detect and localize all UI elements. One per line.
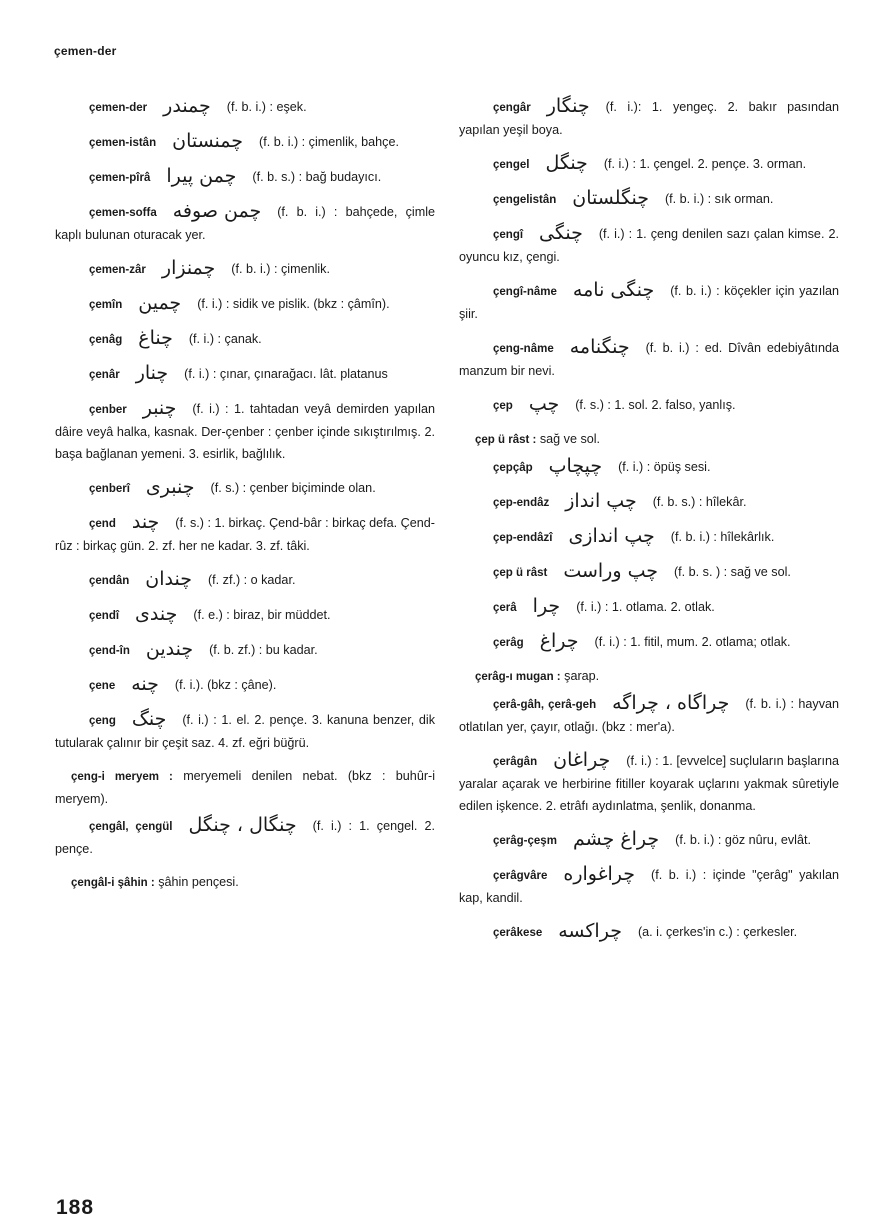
entry-lemma: çenâg bbox=[89, 334, 123, 346]
entry-arabic-script: چپ انداز bbox=[565, 490, 637, 512]
entry-lemma: çemîn bbox=[89, 299, 123, 311]
entry-arabic-script: چراغان bbox=[553, 749, 611, 771]
dictionary-entry bbox=[459, 595, 839, 619]
entry-definition: (f. i.): 1. yengeç. 2. bakır pasından yapılan yeşil boya. bbox=[459, 100, 839, 137]
entry-lemma: çepçâp bbox=[493, 462, 533, 474]
entry-definition: (f. i.) : 1. çengel. 2. pençe. bbox=[55, 819, 435, 856]
left-column bbox=[55, 95, 435, 898]
entry-definition: (f. zf.) : o kadar. bbox=[207, 573, 296, 587]
entry-definition: şâhin pençesi. bbox=[158, 875, 239, 889]
entry-arabic-script: چنگ bbox=[131, 708, 167, 730]
dictionary-entry bbox=[459, 222, 839, 268]
entry-lemma: çemen-zâr bbox=[89, 264, 146, 276]
entry-definition: (f. i.) : 1. çeng denilen sazı çalan kimse. 2. oyuncu kız, çengi. bbox=[459, 227, 839, 264]
entry-arabic-script: چراغ bbox=[539, 630, 579, 652]
entry-arabic-script: چمن صوفه bbox=[172, 200, 262, 222]
dictionary-entry bbox=[55, 871, 435, 894]
dictionary-entry bbox=[459, 95, 839, 141]
entry-arabic-script: چناغ bbox=[138, 327, 173, 349]
entry-definition: (f. i.) : çanak. bbox=[188, 332, 262, 346]
entry-definition: (f. b. s. ) : sağ ve sol. bbox=[673, 565, 791, 579]
entry-arabic-script: چندین bbox=[145, 638, 194, 660]
dictionary-entry bbox=[55, 568, 435, 592]
entry-arabic-script: چنه bbox=[131, 673, 159, 695]
entry-lemma: çerâg-çeşm bbox=[493, 835, 557, 847]
entry-definition: şarap. bbox=[564, 669, 600, 683]
entry-definition: (a. i. çerkes'in c.) : çerkesler. bbox=[637, 925, 798, 939]
dictionary-entry bbox=[55, 397, 435, 465]
dictionary-entry bbox=[459, 279, 839, 325]
dictionary-entry bbox=[55, 814, 435, 860]
entry-arabic-script: چنار bbox=[135, 362, 169, 384]
entry-arabic-script: چنبر bbox=[142, 397, 177, 419]
entry-lemma: çemen-der bbox=[89, 102, 148, 114]
dictionary-entry bbox=[55, 327, 435, 351]
dictionary-entry bbox=[459, 560, 839, 584]
dictionary-entry bbox=[459, 455, 839, 479]
entry-lemma: çengel bbox=[493, 159, 530, 171]
entry-definition: (f. b. i.) : bahçede, çimle kaplı bulunan oturacak yer. bbox=[55, 205, 435, 242]
dictionary-entry bbox=[459, 920, 839, 944]
entry-definition: (f. b. i.) : köçekler için yazılan şiir. bbox=[459, 284, 839, 321]
entry-arabic-script: چمن پیرا bbox=[166, 165, 237, 187]
entry-lemma: çendân bbox=[89, 575, 130, 587]
dictionary-entry bbox=[55, 95, 435, 119]
entry-arabic-script: چپ اندازی bbox=[568, 525, 655, 547]
dictionary-entry bbox=[55, 476, 435, 500]
entry-lemma: çengelistân bbox=[493, 194, 557, 206]
entry-lemma: çengâr bbox=[493, 102, 531, 114]
dictionary-entry bbox=[459, 187, 839, 211]
dictionary-entry bbox=[55, 708, 435, 754]
entry-lemma: çenber bbox=[89, 404, 127, 416]
entry-definition: (f. i.) : 1. el. 2. pençe. 3. kanuna benzer, dik tutularak çalınır bir çeşit saz. 4. zf. eğri büğrü. bbox=[55, 713, 435, 750]
entry-arabic-script: چراگاه ، چراگه bbox=[612, 692, 730, 714]
entry-arabic-script: چمنزار bbox=[161, 257, 216, 279]
entry-definition: (f. b. i.) : hîlekârlık. bbox=[670, 530, 775, 544]
entry-definition: (f. b. i.) : çimenlik, bahçe. bbox=[259, 135, 399, 149]
entry-lemma: çemen-istân bbox=[89, 137, 157, 149]
entry-definition: (f. b. i.) : hayvan otlatılan yer, çayır, otlağı. (bkz : mer'a). bbox=[459, 697, 839, 734]
entry-arabic-script: چندان bbox=[145, 568, 192, 590]
entry-lemma: çengî bbox=[493, 229, 524, 241]
entry-lemma: çenberî bbox=[89, 483, 130, 495]
entry-definition: (f. s.) : 1. birkaç. Çend-bâr : birkaç defa. Çend-rûz : birkaç gün. 2. zf. her ne kadar. 3. zf. tâki. bbox=[55, 516, 435, 553]
entry-lemma: çerâkese bbox=[493, 927, 543, 939]
entry-definition: (f. b. zf.) : bu kadar. bbox=[209, 643, 318, 657]
right-column bbox=[459, 95, 839, 955]
dictionary-entry bbox=[459, 393, 839, 417]
entry-definition: sağ ve sol. bbox=[539, 432, 601, 446]
entry-lemma: çenâr bbox=[89, 369, 120, 381]
dictionary-entry bbox=[459, 863, 839, 909]
dictionary-entry bbox=[459, 828, 839, 852]
entry-lemma: çene bbox=[89, 680, 116, 692]
dictionary-entry bbox=[459, 428, 839, 451]
entry-lemma: çep ü râst bbox=[493, 567, 548, 579]
entry-lemma: çendî bbox=[89, 610, 120, 622]
entry-arabic-script: چمنستان bbox=[172, 130, 243, 152]
running-head: çemen-der bbox=[54, 44, 117, 58]
entry-lemma: çerâg-ı mugan : bbox=[475, 671, 561, 683]
dictionary-entry bbox=[459, 692, 839, 738]
dictionary-entry bbox=[55, 362, 435, 386]
entry-lemma: çep-endâz bbox=[493, 497, 550, 509]
entry-definition: (f. s.) : çenber biçiminde olan. bbox=[210, 481, 376, 495]
dictionary-entry bbox=[459, 749, 839, 817]
entry-definition: (f. i.) : sidik ve pislik. (bkz : çâmîn). bbox=[197, 297, 390, 311]
dictionary-entry bbox=[459, 152, 839, 176]
entry-definition: meryemeli denilen nebat. (bkz : buhûr-i meryem). bbox=[55, 769, 436, 806]
entry-definition: (f. i.) : 1. tahtadan veyâ demirden yapılan dâire veyâ halka, kasnak. Der-çenber : çenber içinde sıkıştırılmış. 2. başa bağlanan yemeni. 3. esirlik, bağlılık. bbox=[55, 402, 435, 461]
entry-definition: (f. i.) : 1. çengel. 2. pençe. 3. orman. bbox=[603, 157, 807, 171]
entry-lemma: çep bbox=[493, 400, 513, 412]
entry-arabic-script: چنگی bbox=[539, 222, 583, 244]
entry-arabic-script: چنگال ، چنگل bbox=[188, 814, 297, 836]
entry-arabic-script: چنگی نامه bbox=[572, 279, 655, 301]
entry-arabic-script: چمین bbox=[138, 292, 182, 314]
entry-arabic-script: چرا bbox=[532, 595, 561, 617]
entry-definition: (f. b. s.) : hîlekâr. bbox=[652, 495, 747, 509]
entry-lemma: çerâ-gâh, çerâ-geh bbox=[493, 699, 597, 711]
entry-lemma: çengî-nâme bbox=[493, 286, 557, 298]
entry-lemma: çengâl, çengül bbox=[89, 821, 173, 833]
entry-arabic-script: چپ وراست bbox=[563, 560, 658, 582]
entry-definition: (f. i.) : 1. [evvelce] suçluların başlarına yaralar açarak ve herbirine fitiller koyarak uçlarını yakmak sûretiyle edilen işkence. 2. etrâfı aydınlatma, şenlik, donanma. bbox=[459, 754, 839, 813]
entry-arabic-script: چنگلستان bbox=[572, 187, 649, 209]
entry-arabic-script: چراکسه bbox=[558, 920, 622, 942]
dictionary-entry bbox=[459, 630, 839, 654]
dictionary-entry bbox=[55, 765, 435, 810]
dictionary-entry bbox=[55, 511, 435, 557]
entry-arabic-script: چراغواره bbox=[563, 863, 636, 885]
entry-definition: (f. i.). (bkz : çâne). bbox=[174, 678, 277, 692]
entry-lemma: çeng bbox=[89, 715, 116, 727]
entry-lemma: çeng-i meryem : bbox=[71, 771, 173, 783]
entry-lemma: çend bbox=[89, 518, 116, 530]
entry-definition: (f. b. i.) : içinde "çerâg" yakılan kap, kandil. bbox=[459, 868, 839, 905]
entry-lemma: çend-în bbox=[89, 645, 130, 657]
entry-arabic-script: چراغ چشم bbox=[572, 828, 660, 850]
entry-arabic-script: چنگار bbox=[546, 95, 590, 117]
dictionary-entry bbox=[55, 673, 435, 697]
dictionary-entry bbox=[55, 603, 435, 627]
entry-arabic-script: چپ bbox=[528, 393, 560, 415]
dictionary-entry bbox=[55, 165, 435, 189]
entry-arabic-script: چپچاپ bbox=[548, 455, 603, 477]
entry-arabic-script: چند bbox=[131, 511, 160, 533]
entry-definition: (f. b. i.) : ed. Dîvân edebiyâtında manzum bir nevi. bbox=[459, 341, 839, 378]
entry-definition: (f. e.) : biraz, bir müddet. bbox=[193, 608, 331, 622]
entry-definition: (f. s.) : 1. sol. 2. falso, yanlış. bbox=[575, 398, 736, 412]
entry-lemma: çep-endâzî bbox=[493, 532, 553, 544]
entry-lemma: çep ü râst : bbox=[475, 434, 537, 446]
entry-lemma: çerâ bbox=[493, 602, 517, 614]
entry-definition: (f. i.) : çınar, çınarağacı. lât. platanus bbox=[184, 367, 388, 381]
dictionary-entry bbox=[55, 638, 435, 662]
entry-definition: (f. b. i.) : sık orman. bbox=[664, 192, 774, 206]
entry-definition: (f. i.) : 1. otlama. 2. otlak. bbox=[576, 600, 715, 614]
entry-definition: (f. i.) : 1. fitil, mum. 2. otlama; otlak. bbox=[594, 635, 791, 649]
dictionary-entry bbox=[55, 292, 435, 316]
entry-lemma: çerâg bbox=[493, 637, 524, 649]
dictionary-entry bbox=[459, 665, 839, 688]
entry-arabic-script: چنگل bbox=[545, 152, 588, 174]
entry-arabic-script: چنبری bbox=[145, 476, 195, 498]
dictionary-entry bbox=[459, 336, 839, 382]
entry-lemma: çemen-soffa bbox=[89, 207, 157, 219]
entry-arabic-script: چندی bbox=[135, 603, 178, 625]
entry-definition: (f. b. i.) : çimenlik. bbox=[231, 262, 330, 276]
entry-lemma: çerâgân bbox=[493, 756, 538, 768]
page-number: 188 bbox=[56, 1196, 95, 1219]
entry-lemma: çeng-nâme bbox=[493, 343, 554, 355]
dictionary-entry bbox=[459, 525, 839, 549]
dictionary-entry bbox=[55, 130, 435, 154]
entry-lemma: çengâl-i şâhin : bbox=[71, 877, 155, 889]
dictionary-entry bbox=[459, 490, 839, 514]
dictionary-entry bbox=[55, 257, 435, 281]
entry-arabic-script: چمندر bbox=[163, 95, 211, 117]
entry-definition: (f. b. i.) : eşek. bbox=[226, 100, 307, 114]
entry-arabic-script: چنگنامه bbox=[569, 336, 630, 358]
entry-definition: (f. i.) : öpüş sesi. bbox=[618, 460, 711, 474]
entry-lemma: çemen-pîrâ bbox=[89, 172, 151, 184]
entry-definition: (f. b. s.) : bağ budayıcı. bbox=[252, 170, 382, 184]
dictionary-entry bbox=[55, 200, 435, 246]
entry-definition: (f. b. i.) : göz nûru, evlât. bbox=[675, 833, 811, 847]
entry-lemma: çerâgvâre bbox=[493, 870, 548, 882]
